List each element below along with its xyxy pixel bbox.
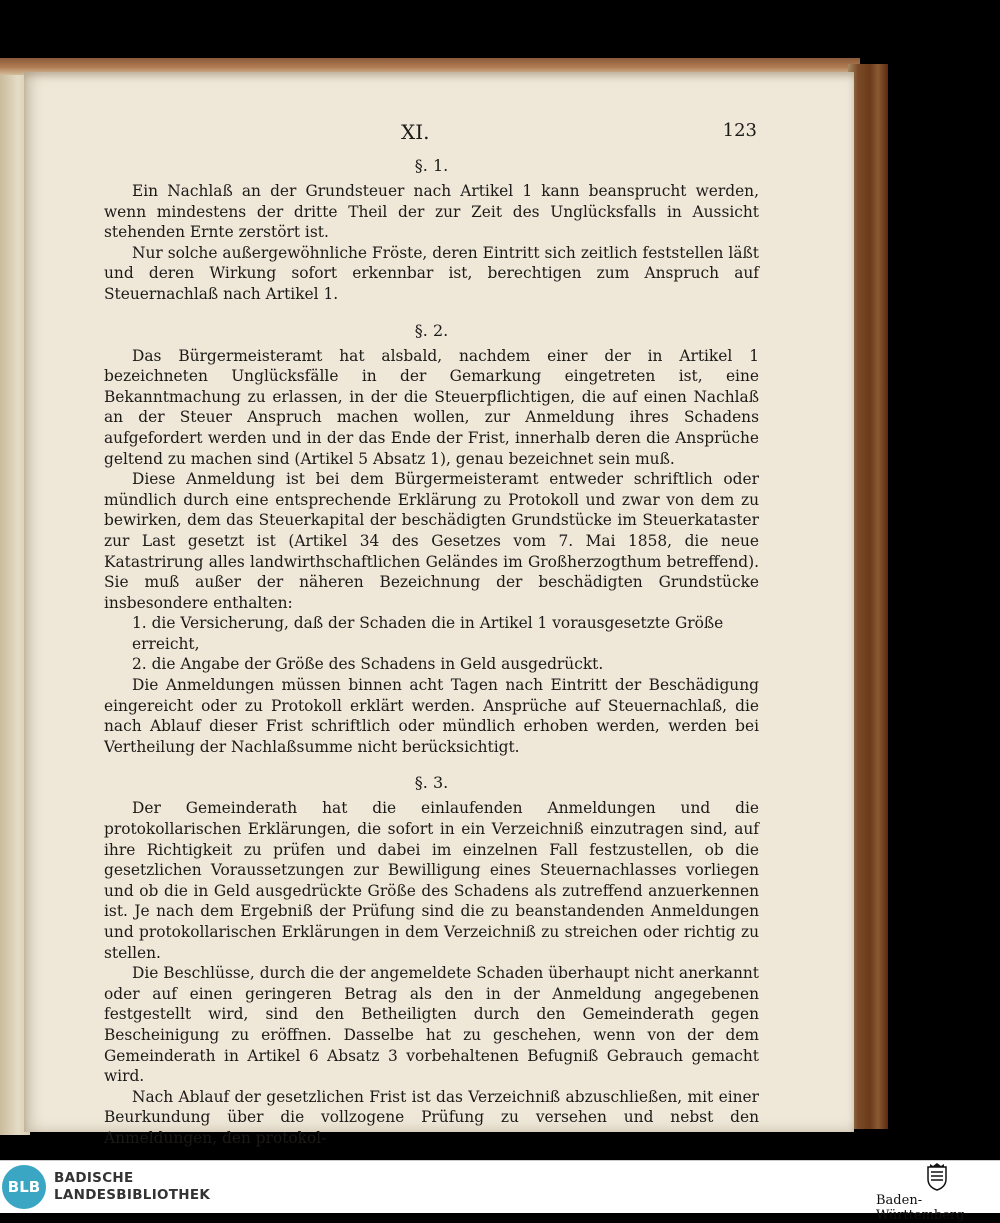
paragraph: Die Anmeldungen müssen binnen acht Tagen nach Eintritt der Beschädigung eingereicht oder zu Protokoll erklärt werden. Ansprüche auf Steuernachlaß, die nach Ablauf dieser Frist schriftlich oder mündlich erhoben werden, werden bei Vertheilung der Nachlaßsumme nicht berücksichtigt. xyxy=(104,676,759,756)
chapter-number: XI. xyxy=(401,120,430,144)
library-name-line2: LANDESBIBLIOTHEK xyxy=(54,1187,211,1203)
paragraph: Nur solche außergewöhnliche Fröste, deren Eintritt sich zeitlich feststellen läßt und deren Wirkung sofort erkennbar ist, berechtigen zum Anspruch auf Steuernachlaß nach Artikel 1. xyxy=(104,243,759,303)
list-item: 1. die Versicherung, daß der Schaden die in Artikel 1 vorausgesetzte Größe erreicht, xyxy=(132,614,724,653)
paragraph: Diese Anmeldung ist bei dem Bürgermeisteramt entweder schriftlich oder mündlich durch eine entsprechende Erklärung zu Protokoll und zwar von dem zu bewirken, dem das Steuerkapital der beschädigten Grundstücke im Steuerkataster zur Last gesetzt ist (Artikel 34 des Gesetzes vom 7. Mai 1858, die neue Katastrirung alles landwirthschaftlichen Geländes im Großherzogthum betreffend). Sie muß außer der näheren Bezeichnung der beschädigten Grundstücke insbesondere enthalten: xyxy=(104,470,759,612)
section-3 xyxy=(104,773,759,1148)
section-title: §. 1. xyxy=(414,156,449,175)
page-number: 123 xyxy=(722,120,757,141)
paragraph: Das Bürgermeisteramt hat alsbald, nachdem einer der in Artikel 1 bezeichneten Unglücksfälle in der Gemarkung eingetreten ist, eine Bekanntmachung zu erlassen, in der die Steuerpflichtigen, die auf einen Nachlaß an der Steuer Anspruch machen wollen, zur Anmeldung ihres Schadens aufgefordert werden und in der das Ende der Frist, innerhalb deren die Ansprüche geltend zu machen sind (Artikel 5 Absatz 1), genau bezeichnet sein muß. xyxy=(104,346,759,468)
section-1 xyxy=(104,156,759,305)
blb-logo[interactable]: BLB xyxy=(2,1165,46,1209)
section-title: §. 3. xyxy=(414,773,449,793)
book-page xyxy=(24,72,854,1147)
section-2 xyxy=(104,321,759,758)
list-item: 2. die Angabe der Größe des Schadens in Geld ausgedrückt. xyxy=(132,655,604,674)
state-label: Baden-Württemberg xyxy=(876,1193,965,1223)
coat-of-arms-icon xyxy=(926,1163,948,1191)
footer-bar xyxy=(0,1160,1000,1223)
paragraph: Der Gemeinderath hat die einlaufenden Anmeldungen und die protokollarischen Erklärungen, die sofort in ein Verzeichniß einzutragen sind, auf ihre Richtigkeit zu prüfen und dabei im einzelnen Fall festzustellen, ob die gesetzlichen Voraussetzungen zur Bewilligung eines Steuernachlasses vorliegen und ob die in Geld ausgedrückte Größe des Schadens als zutreffend anzuerkennen ist. Je nach dem Ergebniß der Prüfung sind die zu beanstandenden Anmeldungen und protokollarischen Erklärungen in dem Verzeichniß zu streichen oder richtig zu stellen. xyxy=(104,799,759,962)
page-content xyxy=(104,116,759,1149)
paragraph: Die Beschlüsse, durch die der angemeldete Schaden überhaupt nicht anerkannt oder auf einen geringeren Betrag als den in der Anmeldung angegebenen festgestellt wird, sind den Betheiligten durch den Gemeinderath gegen Bescheinigung zu eröffnen. Dasselbe hat zu geschehen, wenn von der dem Gemeinderath in Artikel 6 Absatz 3 vorbehaltenen Befugniß Gebrauch gemacht wird. xyxy=(104,964,759,1086)
paragraph: Ein Nachlaß an der Grundsteuer nach Artikel 1 kann beansprucht werden, wenn mindestens der dritte Theil der zur Zeit des Unglücksfalls in Aussicht stehenden Ernte zerstört ist. xyxy=(104,182,759,242)
library-name-line1: BADISCHE xyxy=(54,1170,134,1186)
page-header xyxy=(104,116,759,150)
section-title: §. 2. xyxy=(414,320,449,340)
book-right-edge xyxy=(848,64,888,1129)
paragraph: Nach Ablauf der gesetzlichen Frist ist das Verzeichniß abzuschließen, mit einer Beurkundung über die vollzogene Prüfung zu versehen und nebst den Anmeldungen, den protokol- xyxy=(104,1087,759,1147)
library-name[interactable] xyxy=(54,1170,210,1204)
